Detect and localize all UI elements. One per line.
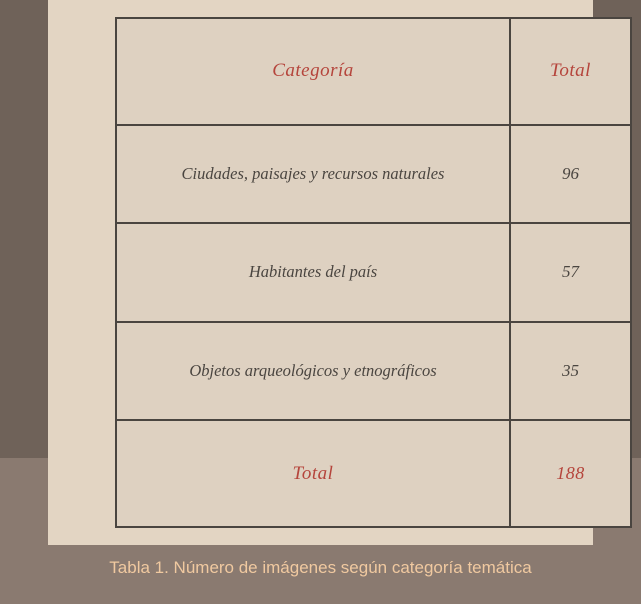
table-container xyxy=(115,17,622,528)
footer-total-value: 188 xyxy=(510,420,631,527)
row-total-0: 96 xyxy=(510,125,631,224)
table-row xyxy=(116,223,631,322)
table-caption: Tabla 1. Número de imágenes según categoría temática xyxy=(109,558,532,577)
table-row xyxy=(116,322,631,421)
row-total-2: 35 xyxy=(510,322,631,421)
row-category-0: Ciudades, paisajes y recursos naturales xyxy=(116,125,510,224)
category-totals-table xyxy=(115,17,632,528)
table-header-row xyxy=(116,18,631,125)
row-category-2: Objetos arqueológicos y etnográficos xyxy=(116,322,510,421)
row-category-1: Habitantes del país xyxy=(116,223,510,322)
column-header-total: Total xyxy=(510,18,631,125)
footer-label-total: Total xyxy=(116,420,510,527)
table-row xyxy=(116,125,631,224)
column-header-categoria: Categoría xyxy=(116,18,510,125)
row-total-1: 57 xyxy=(510,223,631,322)
table-footer-row xyxy=(116,420,631,527)
table-panel xyxy=(48,0,593,545)
